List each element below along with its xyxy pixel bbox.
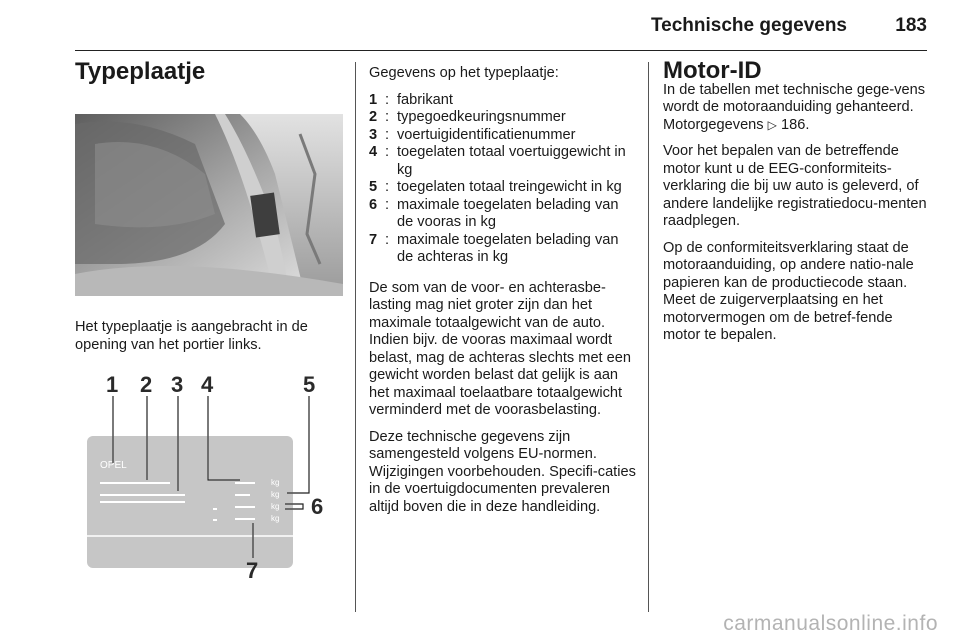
column-divider-2 bbox=[648, 62, 649, 612]
photo-illustration bbox=[75, 114, 343, 296]
svg-text:kg: kg bbox=[271, 502, 280, 511]
callout-2: 2 bbox=[140, 372, 153, 397]
list-item: 2 : typegoedkeuringsnummer bbox=[369, 109, 566, 125]
list-item: 4 : toegelaten totaal voertuiggewicht in kg bbox=[369, 144, 626, 178]
plate-data-list bbox=[369, 92, 637, 267]
page-header bbox=[75, 0, 927, 51]
list-item: 7 : maximale toegelaten belading van de achteras in kg bbox=[369, 231, 619, 265]
callout-6: 6 bbox=[311, 494, 324, 519]
column-motor-id bbox=[663, 57, 928, 354]
plate-brand: OPEL bbox=[100, 460, 127, 471]
heading-typeplaatje: Typeplaatje bbox=[75, 58, 206, 85]
eu-norms-paragraph: Deze technische gegevens zijn samengesteld volgens EU-normen. Wijzigingen voorbehouden. Specifi-caties in de voertuigdocumenten prevaleren altijd boven die in deze handleiding. bbox=[369, 428, 636, 515]
column-divider-1 bbox=[355, 62, 356, 612]
callout-3: 3 bbox=[171, 372, 184, 397]
list-item: 1 : fabrikant bbox=[369, 91, 453, 108]
page-reference-arrow-icon: ▷ bbox=[767, 117, 777, 132]
page-reference-link[interactable]: 186. bbox=[780, 116, 810, 133]
location-paragraph: Het typeplaatje is aangebracht in de opening van het portier links. bbox=[75, 319, 308, 353]
list-item: 6 : maximale toegelaten belading van de vooras in kg bbox=[369, 196, 619, 230]
svg-text:kg: kg bbox=[271, 514, 280, 523]
column-typeplaatje bbox=[75, 58, 343, 580]
list-item: 3 : voertuigidentificatienummer bbox=[369, 126, 576, 143]
svg-text:kg: kg bbox=[271, 478, 280, 487]
type-plate-diagram bbox=[75, 368, 343, 580]
heading-motor-id: Motor-ID bbox=[663, 57, 762, 84]
list-item: 5 : toegelaten totaal treingewicht in kg bbox=[369, 179, 622, 195]
page-number: 183 bbox=[895, 15, 927, 36]
column-plate-data bbox=[369, 65, 637, 525]
axle-load-paragraph: De som van de voor- en achterasbe-lasting mag niet groter zijn dan het maximale totaalgewicht van de auto. Indien bijv. de vooras maximaal wordt belast, mag de achteras slechts met een gewicht worden belast dat gelijk is aan het maximaal toelaatbare totaalgewicht verminderd met de voorasbelasting. bbox=[369, 279, 632, 418]
watermark: carmanualsonline.info bbox=[723, 612, 938, 635]
svg-text:kg: kg bbox=[271, 490, 280, 499]
callout-4: 4 bbox=[201, 372, 214, 397]
motor-id-paragraph-2: Voor het bepalen van de betreffende motor kunt u de EEG-conformiteits-verklaring die bij uw auto is geleverd, of andere landelijke registratiedocu-menten raadplegen. bbox=[663, 143, 927, 229]
callout-1: 1 bbox=[106, 372, 119, 397]
motor-id-paragraph-3: Op de conformiteitsverklaring staat de motoraanduiding, op andere natio-nale papieren kan de productiecode staan. Meet de zuigerverplaatsing en het motorvermogen om de betref-fende motor te bepalen. bbox=[663, 239, 914, 343]
callout-5: 5 bbox=[303, 372, 316, 397]
plate-data-intro: Gegevens op het typeplaatje: bbox=[369, 65, 559, 81]
callout-7: 7 bbox=[246, 558, 259, 580]
motor-id-paragraph-1: In de tabellen met technische gege-vens wordt de motoraanduiding gehanteerd. Motorgegevens ▷ 186. bbox=[663, 81, 926, 133]
header-title: Technische gegevens bbox=[650, 15, 847, 36]
door-opening-photo bbox=[75, 114, 343, 296]
